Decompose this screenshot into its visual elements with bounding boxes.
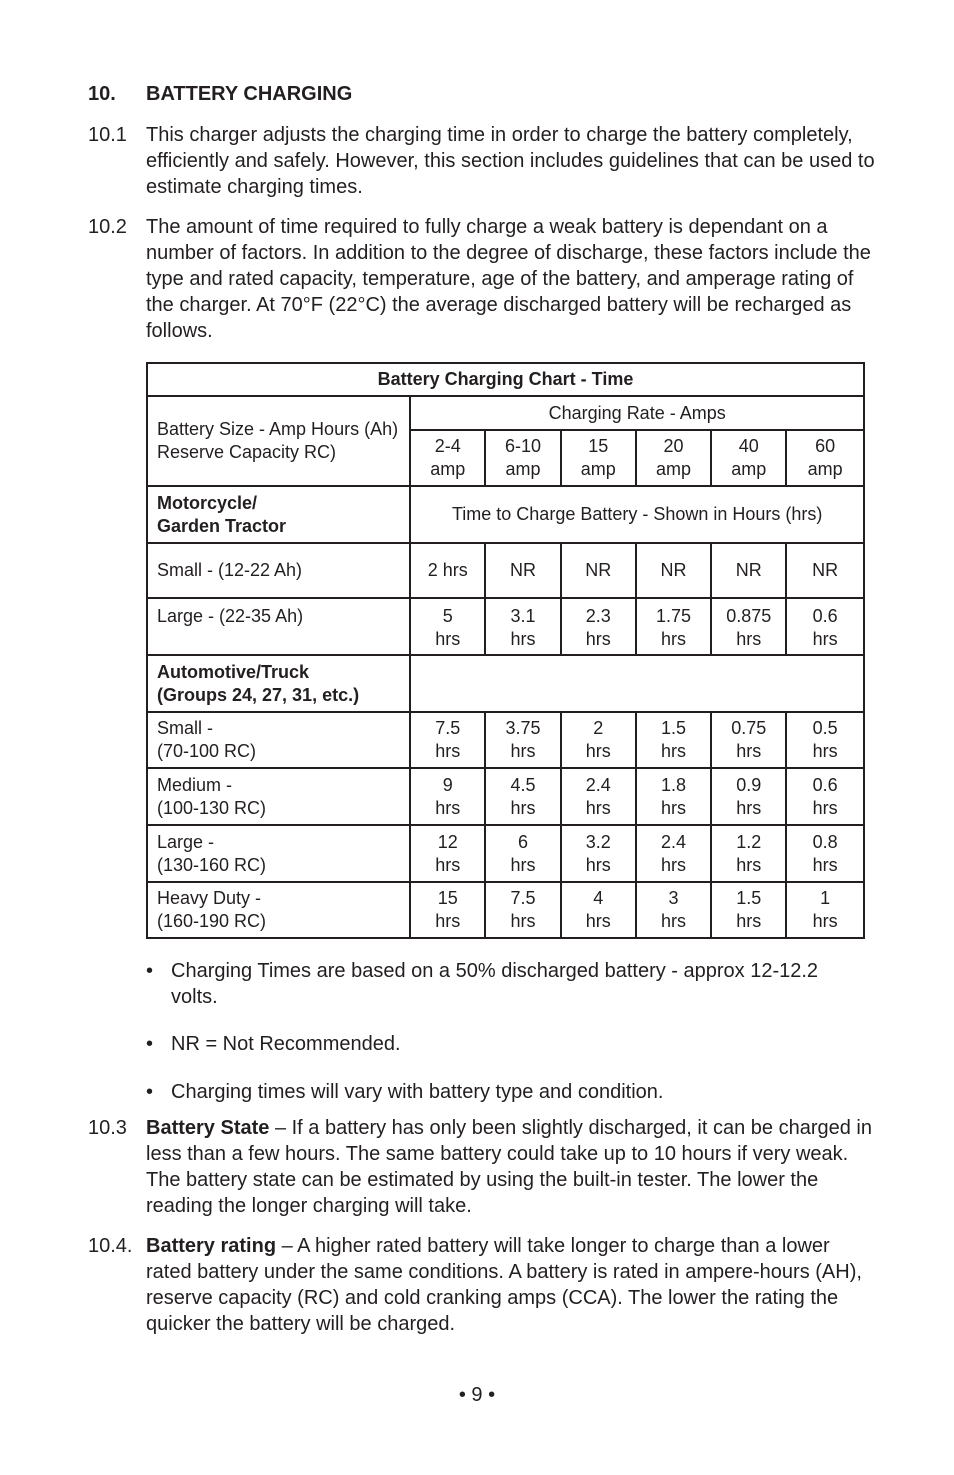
- section-heading: [88, 83, 352, 106]
- time-cell: 3.75 hrs: [485, 712, 561, 768]
- row-label: Heavy Duty - (160-190 RC): [147, 882, 410, 938]
- bullet-icon: •: [146, 1033, 154, 1055]
- time-cell: 3 hrs: [636, 882, 712, 938]
- notes-list: [146, 958, 866, 1010]
- group-label-motorcycle: Motorcycle/ Garden Tractor: [147, 486, 410, 543]
- note-text: NR = Not Recommended.: [171, 1033, 401, 1055]
- time-cell: 1.5 hrs: [711, 882, 786, 938]
- paragraph-10-4: [88, 1233, 878, 1337]
- notes-list: [146, 1031, 866, 1057]
- time-cell: 2 hrs: [561, 712, 636, 768]
- note-text: Charging Times are based on a 50% discharged battery - approx 12-12.2 volts.: [171, 960, 819, 1008]
- time-cell: 2.3 hrs: [561, 598, 636, 655]
- time-cell: 2.4 hrs: [636, 825, 712, 882]
- paragraph-number: 10.3: [88, 1117, 127, 1139]
- list-item: [146, 1031, 866, 1057]
- paragraph-10-2: [88, 214, 878, 344]
- time-cell: 7.5 hrs: [485, 882, 561, 938]
- time-cell: 12 hrs: [410, 825, 485, 882]
- time-cell: 1.2 hrs: [711, 825, 786, 882]
- time-cell: NR: [561, 543, 636, 598]
- time-cell: 3.2 hrs: [561, 825, 636, 882]
- empty-cell: [410, 655, 864, 712]
- notes-list: [146, 1079, 866, 1105]
- time-cell: 0.875 hrs: [711, 598, 786, 655]
- paragraph-lead: Battery State: [146, 1117, 270, 1139]
- time-cell: 0.6 hrs: [786, 768, 864, 825]
- time-cell: 3.1 hrs: [485, 598, 561, 655]
- time-cell: NR: [636, 543, 712, 598]
- time-cell: 5 hrs: [410, 598, 485, 655]
- time-cell: NR: [711, 543, 786, 598]
- table-row: [147, 882, 864, 938]
- battery-size-header: Battery Size - Amp Hours (Ah) Reserve Capacity RC): [147, 396, 410, 486]
- paragraph-10-1: [88, 122, 878, 200]
- rate-cell: 60 amp: [786, 430, 864, 486]
- paragraph-text: Battery rating – A higher rated battery will take longer to charge than a lower rated battery under the same conditions. A battery is rated in ampere-hours (AH), reserve capacity (RC) and cold cranking amps (CCA). The lower the rating the quicker the battery will be charged.: [146, 1235, 862, 1335]
- rate-cell: 2-4 amp: [410, 430, 485, 486]
- time-note: Time to Charge Battery - Shown in Hours (hrs): [410, 486, 864, 543]
- row-label: Small - (70-100 RC): [147, 712, 410, 768]
- paragraph-text: The amount of time required to fully charge a weak battery is dependant on a number of factors. In addition to the degree of discharge, these factors include the type and rated capacity, temperature, age of the battery, and amperage rating of the charger. At 70°F (22°C) the average discharged battery will be recharged as follows.: [146, 216, 871, 342]
- row-label: Medium - (100-130 RC): [147, 768, 410, 825]
- time-cell: 1.8 hrs: [636, 768, 712, 825]
- group-label-automotive: Automotive/Truck (Groups 24, 27, 31, etc.): [147, 655, 410, 712]
- paragraph-number: 10.2: [88, 216, 127, 238]
- paragraph-10-3: [88, 1115, 878, 1219]
- table-row: [147, 712, 864, 768]
- time-cell: 15 hrs: [410, 882, 485, 938]
- time-cell: NR: [485, 543, 561, 598]
- paragraph-lead: Battery rating: [146, 1235, 277, 1257]
- time-cell: 6 hrs: [485, 825, 561, 882]
- paragraph-number: 10.4.: [88, 1235, 133, 1257]
- table-row: [147, 486, 864, 543]
- note-text: Charging times will vary with battery type and condition.: [171, 1081, 664, 1103]
- time-cell: 1.5 hrs: [636, 712, 712, 768]
- section-title: BATTERY CHARGING: [146, 83, 353, 105]
- page-number: • 9 •: [458, 1384, 496, 1406]
- time-cell: 0.75 hrs: [711, 712, 786, 768]
- bullet-icon: •: [146, 1081, 154, 1103]
- list-item: [146, 958, 866, 1010]
- time-cell: 2.4 hrs: [561, 768, 636, 825]
- time-cell: 0.5 hrs: [786, 712, 864, 768]
- time-cell: 4 hrs: [561, 882, 636, 938]
- table-row: [147, 598, 864, 655]
- table-row: [147, 655, 864, 712]
- rate-cell: 20 amp: [636, 430, 712, 486]
- section-number: 10.: [88, 83, 116, 105]
- time-cell: 0.6 hrs: [786, 598, 864, 655]
- rate-cell: 40 amp: [711, 430, 786, 486]
- table-row: [147, 768, 864, 825]
- row-label: Large - (130-160 RC): [147, 825, 410, 882]
- row-label: Small - (12-22 Ah): [147, 543, 410, 598]
- time-cell: 2 hrs: [410, 543, 485, 598]
- rate-cell: 6-10 amp: [485, 430, 561, 486]
- table-row: [147, 825, 864, 882]
- bullet-icon: •: [146, 960, 154, 982]
- time-cell: NR: [786, 543, 864, 598]
- chart-title: Battery Charging Chart - Time: [147, 363, 864, 396]
- time-cell: 1 hrs: [786, 882, 864, 938]
- rate-cell: 15 amp: [561, 430, 636, 486]
- time-cell: 7.5 hrs: [410, 712, 485, 768]
- time-cell: 0.8 hrs: [786, 825, 864, 882]
- paragraph-text: This charger adjusts the charging time in order to charge the battery completely, efficiently and safely. However, this section includes guidelines that can be used to estimate charging times.: [146, 124, 875, 198]
- time-cell: 4.5 hrs: [485, 768, 561, 825]
- battery-charging-chart: [146, 362, 865, 939]
- table-row: [147, 543, 864, 598]
- paragraph-number: 10.1: [88, 124, 127, 146]
- charging-rate-header: Charging Rate - Amps: [410, 396, 864, 430]
- paragraph-text: Battery State – If a battery has only been slightly discharged, it can be charged in less than a few hours. The same battery could take up to 10 hours if very weak. The battery state can be estimated by using the built-in tester. The lower the reading the longer charging will take.: [146, 1117, 872, 1217]
- row-label: Large - (22-35 Ah): [147, 598, 410, 655]
- list-item: [146, 1079, 866, 1105]
- time-cell: 1.75 hrs: [636, 598, 712, 655]
- time-cell: 0.9 hrs: [711, 768, 786, 825]
- time-cell: 9 hrs: [410, 768, 485, 825]
